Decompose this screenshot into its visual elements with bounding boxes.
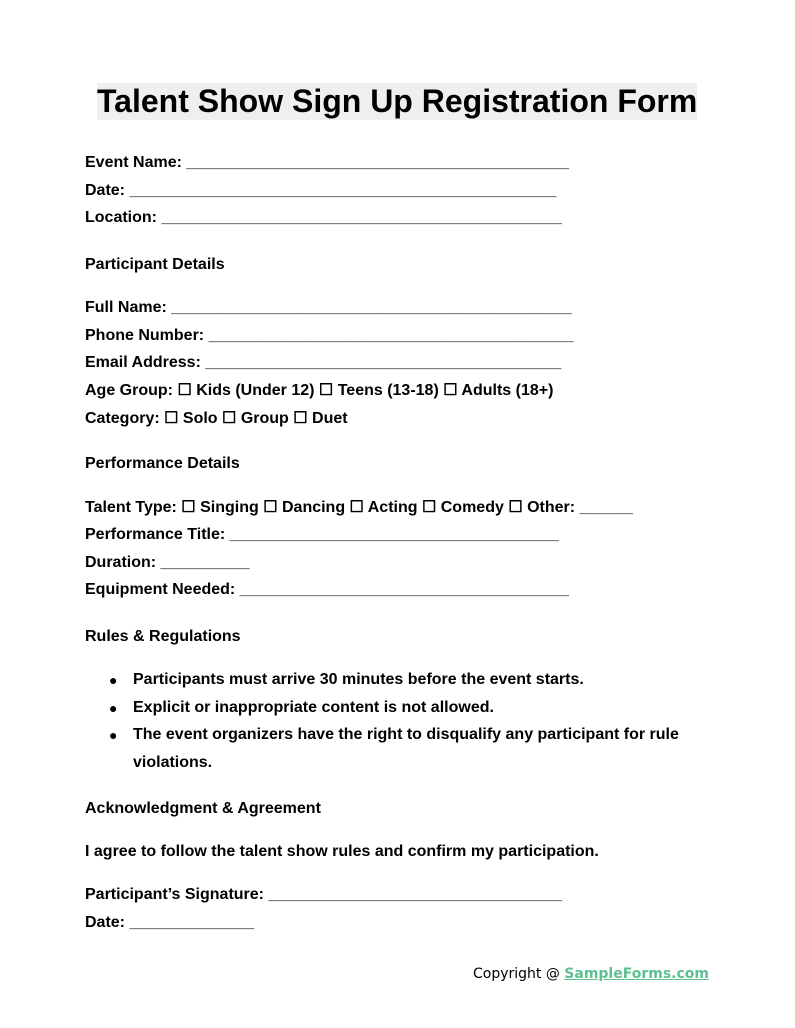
rule-item-continuation: violations. [133, 754, 213, 771]
acknowledgment-heading: Acknowledgment & Agreement [85, 800, 321, 817]
rule-item: The event organizers have the right to disqualify any participant for rule [133, 726, 679, 743]
rule-item: Explicit or inappropriate content is not allowed. [133, 699, 494, 716]
location-field[interactable]: Location: _____________________________________________ [85, 209, 562, 226]
performance-title-field[interactable]: Performance Title: _____________________________________ [85, 526, 559, 543]
duration-field[interactable]: Duration: __________ [85, 554, 250, 571]
bullet-icon: ● [109, 727, 118, 743]
signature-field[interactable]: Participant’s Signature: _________________________________ [85, 886, 563, 903]
bullet-icon: ● [109, 672, 118, 688]
email-field[interactable]: Email Address: ________________________________________ [85, 354, 562, 371]
copyright-text: Copyright @ [472, 966, 565, 982]
full-name-field[interactable]: Full Name: _____________________________________________ [85, 299, 572, 316]
rules-heading: Rules & Regulations [85, 628, 241, 645]
performance-details-heading: Performance Details [85, 455, 240, 472]
category-options[interactable]: Category: ☐ Solo ☐ Group ☐ Duet [85, 410, 348, 427]
age-group-options[interactable]: Age Group: ☐ Kids (Under 12) ☐ Teens (13-18) ☐ Adults (18+) [85, 382, 554, 399]
rule-item: Participants must arrive 30 minutes before the event starts. [133, 671, 584, 688]
talent-type-options[interactable]: Talent Type: ☐ Singing ☐ Dancing ☐ Acting ☐ Comedy ☐ Other: ______ [85, 499, 633, 516]
participant-details-heading: Participant Details [85, 256, 225, 273]
equipment-field[interactable]: Equipment Needed: _____________________________________ [85, 581, 569, 598]
event-date-field[interactable]: Date: ________________________________________________ [85, 182, 557, 199]
event-name-field[interactable]: Event Name: ___________________________________________ [85, 154, 569, 171]
copyright-footer [473, 963, 709, 985]
page-title: Talent Show Sign Up Registration Form [97, 83, 698, 119]
phone-field[interactable]: Phone Number: _________________________________________ [85, 327, 574, 344]
agreement-statement: I agree to follow the talent show rules and confirm my participation. [85, 843, 599, 860]
sampleforms-link[interactable]: SampleForms.com [564, 966, 709, 982]
bullet-icon: ● [109, 700, 118, 716]
signature-date-field[interactable]: Date: ______________ [85, 914, 255, 931]
